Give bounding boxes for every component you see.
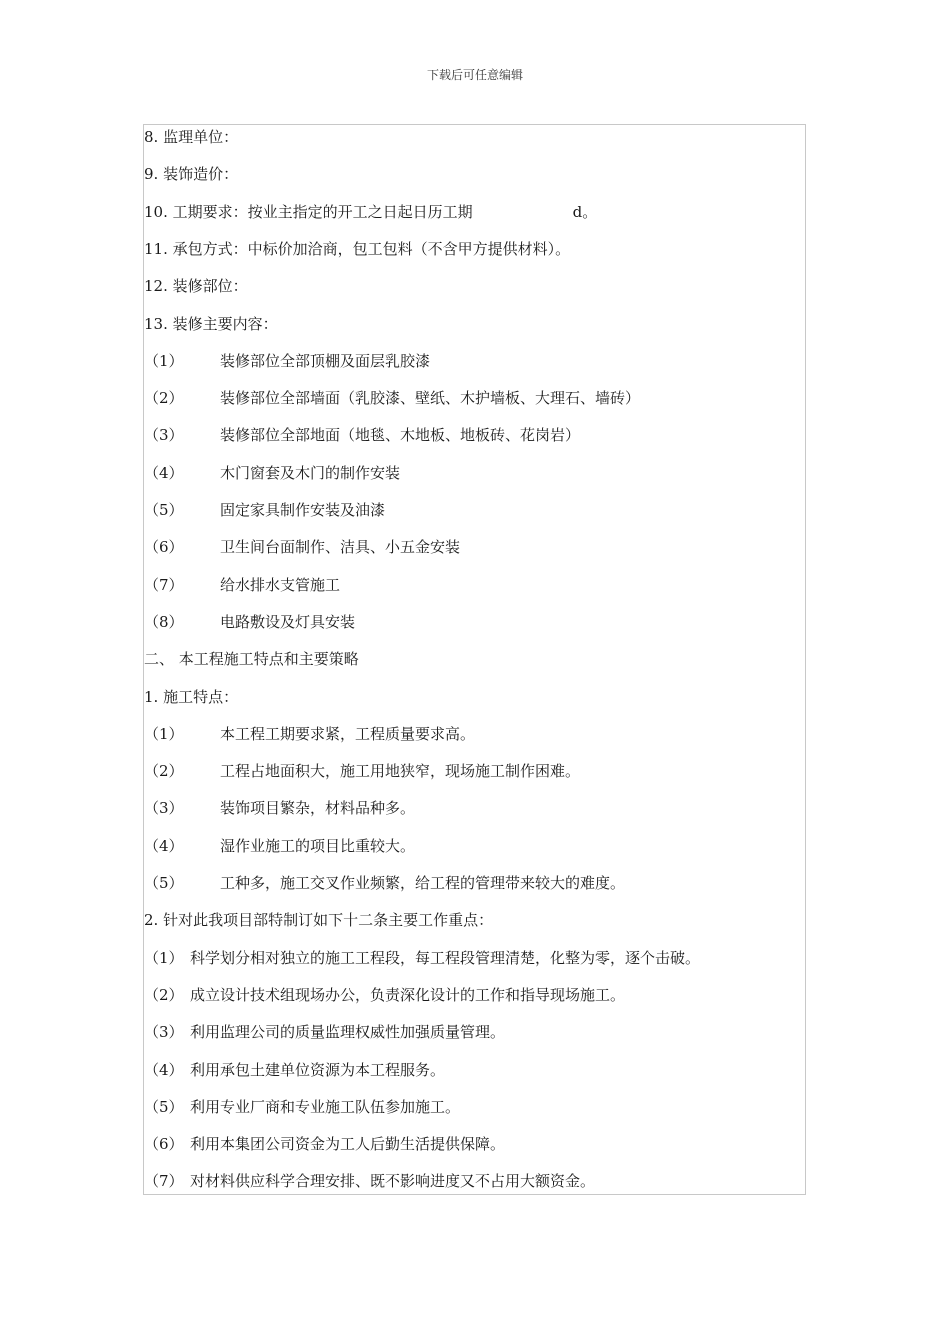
item-text: 12. 装修部位： [144,277,248,295]
item-number: （5） [144,1098,184,1116]
item-text: 成立设计技术组现场办公，负责深化设计的工作和指导现场施工。 [190,986,626,1004]
item-text: 电路敷设及灯具安装 [220,613,356,631]
item-text: 利用本集团公司资金为工人后勤生活提供保障。 [190,1135,506,1153]
document-line [144,1060,445,1080]
item-number: （3） [144,799,184,817]
item-number: （3） [144,1023,184,1041]
item-number: （4） [144,837,184,855]
item-text: 利用专业厂商和专业施工队伍参加施工。 [190,1098,461,1116]
document-line [144,612,355,632]
document-line [144,910,493,930]
document-line [144,463,400,483]
document-line [144,1022,505,1042]
document-line [144,1097,460,1117]
document-line [144,239,570,259]
document-line [144,649,359,669]
document-line [144,276,248,296]
item-text: 装修部位全部地面（地毯、木地板、地板砖、花岗岩） [220,426,581,444]
item-text: 11. 承包方式：中标价加洽商，包工包料（不含甲方提供材料）。 [144,240,571,258]
item-text: 9. 装饰造价： [144,165,239,183]
item-number: （6） [144,1135,184,1153]
item-text: 13. 装修主要内容： [144,315,278,333]
item-number: （4） [144,464,184,482]
item-number: （1） [144,949,184,967]
item-text: 工种多，施工交叉作业频繁，给工程的管理带来较大的难度。 [220,874,626,892]
item-text: 卫生间台面制作、洁具、小五金安装 [220,538,461,556]
item-text: 科学划分相对独立的施工工程段，每工程段管理清楚，化整为零，逐个击破。 [190,949,701,967]
item-text: 装修部位全部墙面（乳胶漆、壁纸、木护墙板、大理石、墙砖） [220,389,641,407]
document-line [144,127,238,147]
item-number: （8） [144,613,184,631]
document-line [144,836,415,856]
item-number: （1） [144,725,184,743]
item-number: （3） [144,426,184,444]
item-suffix: d。 [572,203,598,221]
item-number: （6） [144,538,184,556]
item-number: （7） [144,1172,184,1190]
document-line [144,724,475,744]
item-number: （1） [144,352,184,370]
item-text: 给水排水支管施工 [220,576,341,594]
item-number: （2） [144,389,184,407]
item-text: 10. 工期要求：按业主指定的开工之日起日历工期 [144,203,473,221]
document-line [144,985,625,1005]
item-text: 利用监理公司的质量监理权威性加强质量管理。 [190,1023,506,1041]
page-header: 下载后可任意编辑 [426,68,523,82]
item-text: 湿作业施工的项目比重较大。 [220,837,416,855]
document-line [144,687,238,707]
item-number: （5） [144,874,184,892]
item-number: （2） [144,986,184,1004]
item-text: 利用承包土建单位资源为本工程服务。 [190,1061,446,1079]
item-text: 对材料供应科学合理安排、既不影响进度又不占用大额资金。 [190,1172,596,1190]
document-line [144,575,340,595]
item-text: 装修部位全部顶棚及面层乳胶漆 [220,352,431,370]
document-line [144,202,597,222]
document-line [144,500,385,520]
item-text: 8. 监理单位： [144,128,239,146]
document-line [144,873,625,893]
item-text: 本工程工期要求紧，工程质量要求高。 [220,725,476,743]
item-text: 1. 施工特点： [144,688,239,706]
item-number: （5） [144,501,184,519]
item-number: （4） [144,1061,184,1079]
document-line [144,388,640,408]
item-number: （2） [144,762,184,780]
item-text: 工程占地面积大，施工用地狭窄，现场施工制作困难。 [220,762,581,780]
item-number: （7） [144,576,184,594]
item-text: 2. 针对此我项目部特制订如下十二条主要工作重点： [144,911,494,929]
document-line [144,798,415,818]
document-line [144,351,430,371]
item-text: 二、 本工程施工特点和主要策略 [144,650,359,668]
document-line [144,1171,595,1191]
item-text: 装饰项目繁杂，材料品种多。 [220,799,416,817]
item-text: 木门窗套及木门的制作安装 [220,464,401,482]
document-line [144,164,238,184]
document-line [144,1134,505,1154]
document-line [144,314,278,334]
document-line [144,761,580,781]
item-text: 固定家具制作安装及油漆 [220,501,386,519]
document-line [144,948,700,968]
document-line [144,425,580,445]
document-line [144,537,460,557]
